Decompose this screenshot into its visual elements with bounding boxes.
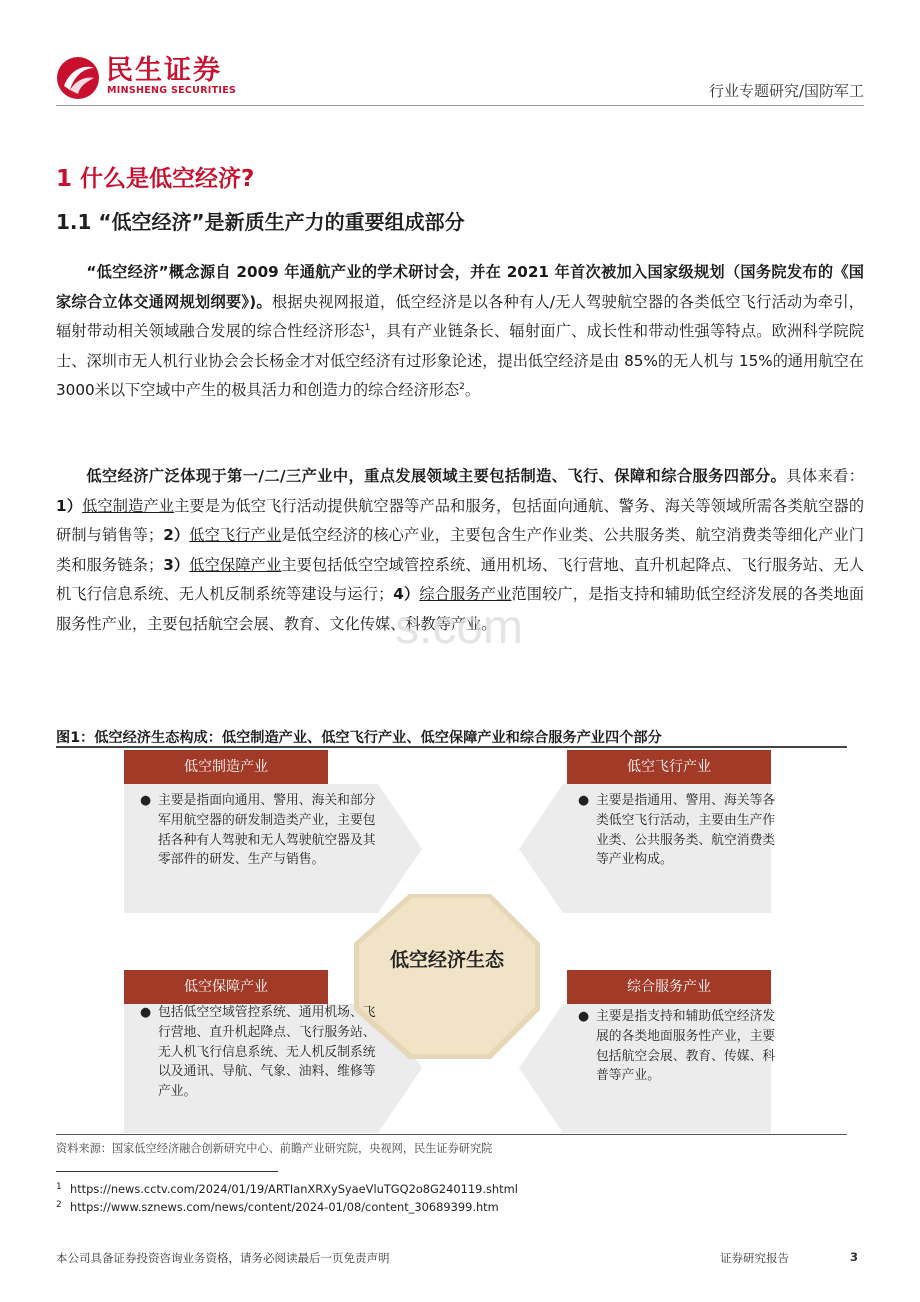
- figure-source: 资料来源：国家低空经济融合创新研究中心、前瞻产业研究院，央视网，民生证券研究院: [56, 1142, 493, 1155]
- footnote-number: 2: [56, 1200, 62, 1210]
- box-description: 主要是指通用、警用、海关等各类低空飞行活动，主要由生产作业类、公共服务类、航空消费类等产业构成。: [596, 793, 776, 868]
- footnote-2: [56, 1200, 499, 1214]
- page-number: 3: [850, 1250, 859, 1264]
- box-description: 包括低空空域管控系统、通用机场、飞行营地、直升机起降点、飞行服务站、无人机飞行信息系统、无人机反制系统以及通讯、导航、气象、油料、维修等产业。: [158, 1005, 376, 1100]
- footnote-link[interactable]: https://news.cctv.com/2024/01/19/ARTIanXRXySyaeVluTGQ2o8G240119.shtml: [70, 1182, 518, 1196]
- item-number: 3）: [163, 555, 190, 574]
- footnote-1: [56, 1182, 518, 1196]
- box-title-services: 综合服务产业: [567, 970, 771, 1004]
- box-text-flight: [578, 791, 780, 870]
- paragraph-definition: [56, 258, 864, 406]
- box-description: 主要是指支持和辅助低空经济发展的各类地面服务性产业，主要包括航空会展、教育、传媒、科普等产业。: [596, 1009, 776, 1084]
- footnote-number: 1: [56, 1182, 62, 1192]
- footnote-ref-1[interactable]: 1: [364, 323, 371, 334]
- subsection-heading: 1.1 “低空经济”是新质生产力的重要组成部分: [56, 210, 465, 234]
- box-text-services: [578, 1007, 780, 1086]
- paragraph-text: 是低空经济的核心产业，主要包含生产作业类、公共服务类、航空消费类等细化产业门类和服务链条；: [56, 526, 865, 574]
- item-number: 2）: [163, 526, 190, 545]
- footer-report-type: 证券研究报告: [720, 1251, 789, 1265]
- box-text-support: [140, 1003, 380, 1102]
- report-category: 行业专题研究/国防军工: [708, 82, 864, 100]
- bullet-icon: ●: [140, 793, 152, 808]
- paragraph-text: 范围较广，是指支持和辅助低空经济发展的各类地面服务性产业，主要包括航空会展、教育、文化传媒、科教等产业。: [56, 585, 865, 633]
- figure-bottom-rule: [56, 1134, 847, 1135]
- center-label: 低空经济生态: [389, 949, 504, 971]
- footnote-link[interactable]: https://www.sznews.com/news/content/2024-01/08/content_30689399.htm: [70, 1200, 499, 1214]
- brand-name-en: MINSHENG SECURITIES: [107, 85, 237, 96]
- header-divider: [56, 105, 864, 106]
- bullet-icon: ●: [578, 793, 590, 808]
- box-title-support: 低空保障产业: [124, 970, 328, 1004]
- item-number: 1）: [56, 496, 83, 515]
- section-heading: 1 什么是低空经济?: [56, 166, 255, 192]
- brand-name-cn: 民生证券: [106, 55, 222, 86]
- paragraph-text: 。: [464, 381, 481, 400]
- box-title-manufacturing: 低空制造产业: [124, 750, 328, 784]
- paragraph-lead: “低空经济”概念源自 2009 年通航产业的学术研讨会，并在 2021 年首次被加入国家级规划（国务院发布的《国家综合立体交通网规划纲要》)。: [56, 263, 864, 311]
- bullet-icon: ●: [140, 1005, 152, 1020]
- term-support: 低空保障产业: [189, 555, 282, 574]
- paragraph-text: 根据央视网报道，低空经济是以各种有人/无人驾驶航空器的各类低空飞行活动为牵引，辐射带动相关领域融合发展的综合性经济形态: [56, 292, 864, 341]
- item-number: 4）: [393, 585, 420, 604]
- term-manufacturing: 低空制造产业: [82, 496, 175, 515]
- term-flight: 低空飞行产业: [189, 526, 282, 545]
- paragraph-text: 主要包括低空空域管控系统、通用机场、飞行营地、直升机起降点、飞行服务站、无人机飞行信息系统、无人机反制系统等建设与运行；: [56, 555, 865, 604]
- minsheng-logo-icon: [56, 56, 100, 100]
- figure-title: 图1：低空经济生态构成：低空制造产业、低空飞行产业、低空保障产业和综合服务产业四个部分: [56, 730, 662, 746]
- box-title-flight: 低空飞行产业: [567, 750, 771, 784]
- paragraph-text: 主要是为低空飞行活动提供航空器等产品和服务，包括面向通航、警务、海关等领域所需各类航空器的研制与销售等；: [56, 496, 865, 545]
- footer-disclaimer: 本公司具备证券投资咨询业务资格，请务必阅读最后一页免责声明: [56, 1251, 390, 1265]
- term-services: 综合服务产业: [419, 585, 512, 604]
- bullet-icon: ●: [578, 1009, 590, 1024]
- footnote-divider: [56, 1171, 278, 1172]
- paragraph-text: 具体来看：: [786, 467, 864, 485]
- footnote-ref-2[interactable]: 2: [459, 382, 465, 393]
- paragraph-lead: 低空经济广泛体现于第一/二/三产业中，重点发展领域主要包括制造、飞行、保障和综合服务四部分。: [86, 467, 787, 485]
- paragraph-text: ，具有产业链条长、辐射面广、成长性和带动性强等特点。欧洲科学院院士、深圳市无人机行业协会会长杨金才对低空经济有过形象论述，提出低空经济是由 85%的无人机与 15%的通用航空在 3000米以下空域中产生的极具活力和创造力的综合经济形态: [56, 322, 865, 400]
- box-description: 主要是指面向通用、警用、海关和部分军用航空器的研发制造类产业，主要包括各种有人驾驶和无人驾驶航空器及其零部件的研发、生产与销售。: [158, 793, 376, 868]
- watermark: s.com: [395, 601, 524, 654]
- ecosystem-diagram: [56, 748, 847, 1133]
- box-text-manufacturing: [140, 791, 380, 870]
